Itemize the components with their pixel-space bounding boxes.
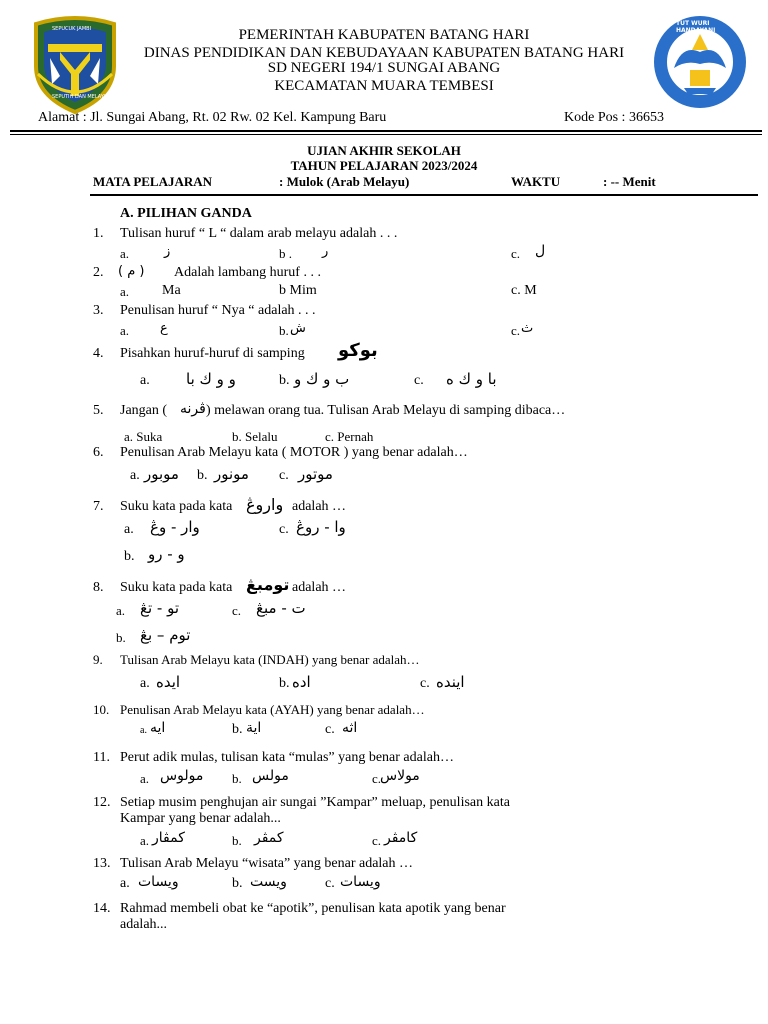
option-a: a. xyxy=(120,323,130,338)
option-a-arabic: و و ك با xyxy=(186,370,236,388)
option-c: c. xyxy=(325,722,335,737)
option-c: c. xyxy=(232,603,242,618)
question-arabic-word: ڤرنه xyxy=(180,401,206,417)
option-b-arabic: اده xyxy=(292,673,311,691)
option-b-arabic: مولس xyxy=(252,768,289,784)
question-number: 13. xyxy=(93,856,111,871)
question-text: Tulisan huruf “ L “ dalam arab melayu adalah . . . xyxy=(120,226,398,241)
letterhead-line-1: PEMERINTAH KABUPATEN BATANG HARI xyxy=(238,27,530,43)
question-number: 14. xyxy=(93,901,111,916)
option-c: c. Pernah xyxy=(325,429,374,444)
option-b-arabic: مونور xyxy=(214,465,249,483)
option-a-arabic: موبور xyxy=(144,465,179,483)
option-b: b. xyxy=(279,323,289,338)
option-c-arabic: اينده xyxy=(436,673,465,691)
letterhead-rule xyxy=(10,130,762,132)
question-number: 6. xyxy=(93,445,104,460)
option-b-arabic: ب و ك و xyxy=(294,370,350,388)
section-title: A. PILIHAN GANDA xyxy=(120,206,252,221)
option-c-arabic: ت - مبڠ xyxy=(256,599,306,617)
option-b: b. xyxy=(124,549,135,564)
question-text: Penulisan huruf “ Nya “ adalah . . . xyxy=(120,303,316,318)
option-a-arabic: وار - وڠ xyxy=(150,518,200,536)
option-c-arabic: ويسات xyxy=(340,874,381,890)
question-number: 11. xyxy=(93,750,110,765)
option-b: b. xyxy=(279,373,290,388)
question-text-end: adalah … xyxy=(292,499,347,514)
question-text-start: Suku kata pada kata xyxy=(120,499,233,514)
option-a-arabic: ايده xyxy=(156,673,181,691)
letterhead-line-3: SD NEGERI 194/1 SUNGAI ABANG xyxy=(267,60,501,76)
time-value: : -- Menit xyxy=(603,174,656,189)
question-number: 7. xyxy=(93,499,104,514)
option-a-arabic: ايه xyxy=(150,720,166,736)
option-a: a. xyxy=(140,771,150,786)
option-a: a. xyxy=(130,468,140,483)
option-a: a. xyxy=(120,246,130,261)
question-text: Setiap musim penghujan air sungai ”Kampar” meluap, penulisan kata xyxy=(120,795,510,810)
question-number: 4. xyxy=(93,346,104,361)
option-a: a. xyxy=(140,833,150,848)
option-a: a. xyxy=(120,876,130,891)
option-a-arabic: ز xyxy=(164,244,171,259)
question-arabic-letter: ( م ) xyxy=(118,264,145,279)
letterhead-line-2: DINAS PENDIDIKAN DAN KEBUDAYAAN KABUPATEN BATANG HARI xyxy=(143,45,625,61)
option-c-arabic: ث xyxy=(521,321,534,336)
option-c: c. xyxy=(511,246,521,261)
question-number: 8. xyxy=(93,580,104,595)
option-b-arabic: كمڤر xyxy=(254,830,284,846)
option-c: c. xyxy=(511,323,521,338)
question-number: 1. xyxy=(93,226,104,241)
question-text: Penulisan Arab Melayu kata (AYAH) yang benar adalah… xyxy=(120,702,425,717)
option-b: b. xyxy=(279,676,290,691)
option-a: a. Suka xyxy=(124,429,163,444)
question-arabic-word: واروڠ xyxy=(246,495,284,514)
question-number: 9. xyxy=(93,652,103,667)
option-c: c. xyxy=(372,833,382,848)
question-text: Pisahkan huruf-huruf di samping xyxy=(120,346,305,361)
option-c: c. M xyxy=(511,283,537,298)
option-b-arabic: توم – بڠ xyxy=(140,626,191,644)
option-c-arabic: ل xyxy=(535,243,546,259)
option-c-arabic: با و ك ه xyxy=(446,370,497,388)
option-c-arabic: وا - روڠ xyxy=(296,518,346,536)
option-a: a. xyxy=(116,603,126,618)
question-number: 2. xyxy=(93,265,104,280)
subject-value: : Mulok (Arab Melayu) xyxy=(279,174,410,189)
question-text-end: adalah … xyxy=(292,580,347,595)
option-a: a. xyxy=(140,725,147,736)
option-b: b. xyxy=(116,630,126,645)
option-a: a. xyxy=(140,676,150,691)
option-a: a. xyxy=(124,522,134,537)
letterhead-rule-thin xyxy=(10,134,762,135)
option-b: b. Selalu xyxy=(232,429,278,444)
exam-title: UJIAN AKHIR SEKOLAH xyxy=(307,143,461,158)
logo-left-motto-top: SEPUCUK JAMBI xyxy=(52,26,92,32)
option-b-arabic: و - رو xyxy=(148,545,185,563)
option-c: c. xyxy=(372,771,382,786)
logo-right-motto: TUT WURI HANDAYANI xyxy=(676,20,716,34)
option-c-arabic: كامڤر xyxy=(384,830,418,846)
option-c: c. xyxy=(420,676,430,691)
option-c-arabic: مولاس xyxy=(380,768,420,784)
question-number: 5. xyxy=(93,403,104,418)
question-text: Tulisan Arab Melayu kata (INDAH) yang benar adalah… xyxy=(120,652,420,667)
option-c: c. xyxy=(279,468,289,483)
option-b: b Mim xyxy=(279,283,317,298)
option-c: c. xyxy=(325,876,335,891)
option-c: c. xyxy=(414,373,424,388)
option-b-arabic: ر xyxy=(322,244,329,259)
option-a-arabic: ويسات xyxy=(138,874,179,890)
time-label: WAKTU xyxy=(511,174,561,189)
question-text: Adalah lambang huruf . . . xyxy=(174,265,321,280)
question-text: Tulisan Arab Melayu “wisata” yang benar adalah … xyxy=(120,856,414,871)
subject-label: MATA PELAJARAN xyxy=(93,174,213,189)
option-a: a. xyxy=(140,373,150,388)
option-a-arabic: تو - تڠ xyxy=(140,599,180,617)
option-b: b. xyxy=(232,833,242,848)
postal-code: Kode Pos : 36653 xyxy=(564,110,664,125)
question-text-line-2: adalah... xyxy=(120,917,168,932)
option-b: b. xyxy=(232,771,242,786)
option-b: b. xyxy=(232,722,243,737)
option-b-arabic: ش xyxy=(290,321,306,336)
question-text-end: ) melawan orang tua. Tulisan Arab Melayu di samping dibaca… xyxy=(206,403,566,418)
question-text-start: Jangan ( xyxy=(120,403,168,418)
question-arabic-word: بوكو xyxy=(338,340,378,361)
question-text: Penulisan Arab Melayu kata ( MOTOR ) yang benar adalah… xyxy=(120,445,468,460)
question-number: 12. xyxy=(93,795,111,810)
question-text: Perut adik mulas, tulisan kata “mulas” yang benar adalah… xyxy=(120,750,454,765)
letterhead-line-4: KECAMATAN MUARA TEMBESI xyxy=(274,78,494,94)
option-a-value: Ma xyxy=(162,283,181,298)
option-a: a. xyxy=(120,284,130,299)
question-text: Rahmad membeli obat ke “apotik”, penulisan kata apotik yang benar xyxy=(120,901,506,916)
question-number: 3. xyxy=(93,303,104,318)
option-b: b. xyxy=(232,876,243,891)
question-arabic-word: تومبڠ xyxy=(246,575,290,594)
option-b: b . xyxy=(279,246,292,261)
question-text-start: Suku kata pada kata xyxy=(120,580,233,595)
option-a-arabic: كمڤار xyxy=(152,830,185,846)
option-a-arabic: ع xyxy=(160,321,168,336)
option-b: b. xyxy=(197,468,208,483)
question-number: 10. xyxy=(93,702,110,717)
option-c: c. xyxy=(279,522,289,537)
school-address: Alamat : Jl. Sungai Abang, Rt. 02 Rw. 02 Kel. Kampung Baru xyxy=(38,110,387,125)
option-c-arabic: اثه xyxy=(342,720,358,736)
option-b-arabic: ويست xyxy=(250,874,287,890)
exam-header-rule xyxy=(90,194,758,196)
option-b-arabic: اية xyxy=(246,720,262,736)
exam-year: TAHUN PELAJARAN 2023/2024 xyxy=(290,158,478,173)
question-text-line-2: Kampar yang benar adalah... xyxy=(120,811,281,826)
option-a-arabic: مولوس xyxy=(160,768,204,784)
logo-left-motto-bottom: SEPUTIH DAN MELAYU xyxy=(52,94,108,100)
option-c-arabic: موتور xyxy=(298,465,333,483)
